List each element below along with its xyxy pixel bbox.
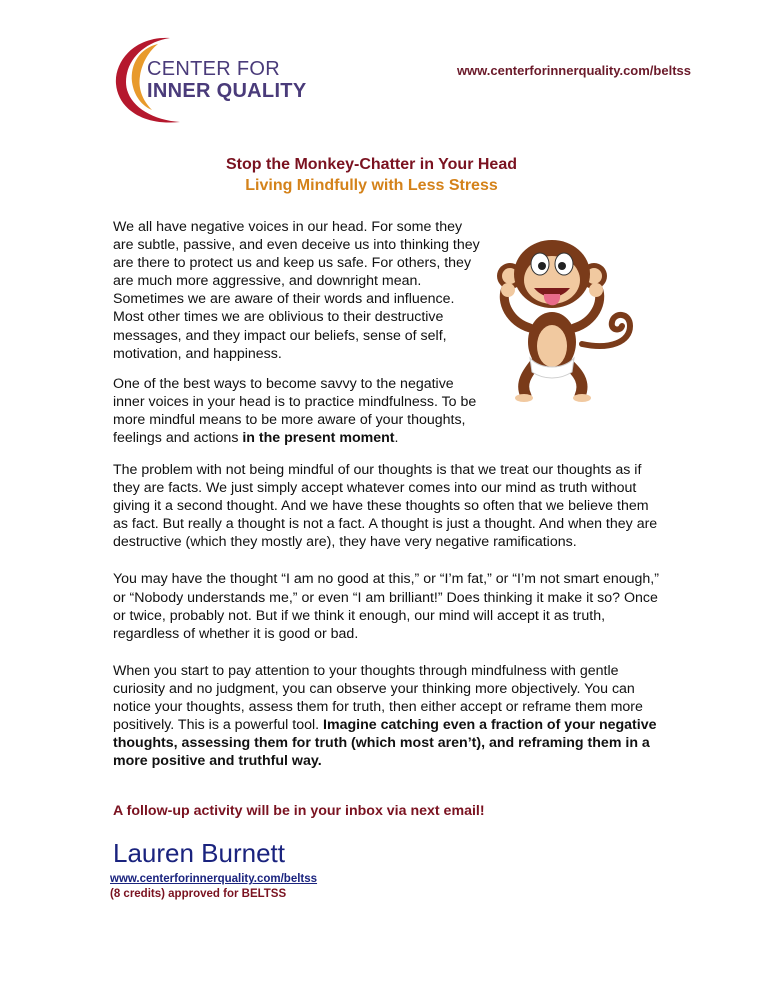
- signature: Lauren Burnett: [113, 838, 286, 868]
- page-title: Stop the Monkey-Chatter in Your Head: [226, 156, 517, 173]
- paragraph-1: We all have negative voices in our head. For some they are subtle, passive, and even deceive us into thinking they are there to protect us and keep us safe. For others, they are much more aggressive, and downright mean. Sometimes we are aware of their words and influence. Most other times we are oblivious to their destructive messages, and they impact our beliefs, sense of self, motivation, and happiness.: [113, 219, 480, 362]
- paragraph-5-start: When you start to pay attention to your thoughts through mindfulness with gentle curiosity and no judgment, you can observe your thinking more objectively. You can notice your thoughts, assess them for truth, then either accept or reframe them more positively. This is a powerful tool.: [113, 662, 643, 734]
- logo-line2: INNER QUALITY: [147, 80, 307, 102]
- intro-section: [113, 218, 485, 459]
- monkey-illustration: [490, 232, 640, 402]
- paragraph-2-bold: in the present moment: [242, 430, 395, 447]
- paragraph-3: The problem with not being mindful of our thoughts is that we treat our thoughts as if they are facts. We just simply accept whatever comes into our mind as truth without giving it a second thought. And we have these thoughts so often that we believe them as fact. But really a thought is not a fact. A thought is just a thought. And when they are destructive (which they mostly are), they have very negative ramifications.: [113, 462, 658, 551]
- logo-text: [147, 58, 306, 102]
- body-section: [113, 461, 661, 789]
- header-url-link[interactable]: www.centerforinnerquality.com/beltss: [456, 63, 691, 78]
- footer-url-link[interactable]: www.centerforinnerquality.com/beltss: [110, 873, 318, 885]
- footer-credits: (8 credits) approved for BELTSS: [110, 888, 287, 900]
- paragraph-2-end: .: [394, 430, 399, 447]
- followup-note: A follow-up activity will be in your inbox via next email!: [113, 803, 485, 819]
- paragraph-5: [113, 662, 661, 771]
- page-subtitle: Living Mindfully with Less Stress: [245, 177, 498, 194]
- paragraph-5-bold: Imagine catching even a fraction of your negative thoughts, assessing them for truth (which most aren’t), and reframing them in a more positive and truthful way.: [113, 717, 657, 770]
- logo: [112, 34, 312, 126]
- paragraph-2-start: One of the best ways to become savvy to the negative inner voices in your head is to practice mindfulness. To be more mindful means to be more aware of your thoughts, feelings and actions: [113, 375, 477, 447]
- paragraph-4: You may have the thought “I am no good at this,” or “I’m fat,” or “I’m not smart enough,” or “Nobody understands me,” or even “I am brilliant!” Does thinking it make it so? Once or twice, probably not. But if we think it enough, our mind will accept it as truth, regardless of whether it is good or bad.: [113, 571, 659, 642]
- paragraph-2: [113, 375, 485, 447]
- title-block: [0, 156, 768, 195]
- logo-line1: CENTER FOR: [147, 58, 280, 80]
